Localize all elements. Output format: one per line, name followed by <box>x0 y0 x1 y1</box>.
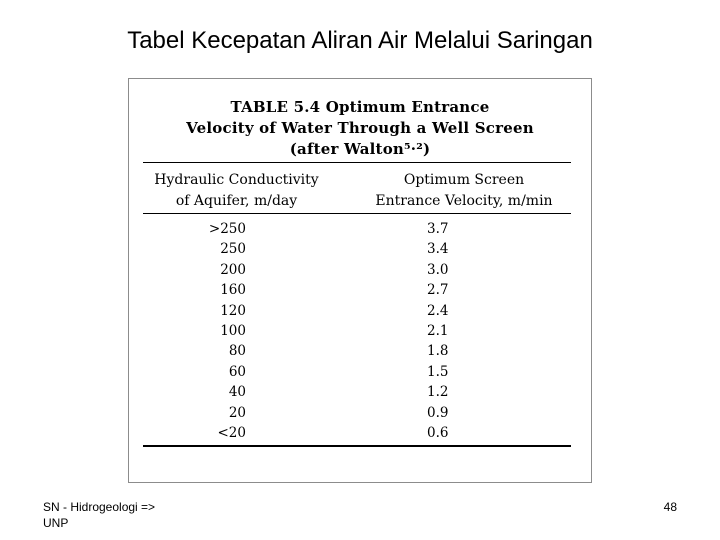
conductivity-cell: 20 <box>228 404 246 421</box>
caption-line-2: Velocity of Water Through a Well Screen <box>186 119 534 137</box>
table-bottom-rule <box>143 445 571 447</box>
conductivity-cell: 160 <box>220 282 246 299</box>
conductivity-cell: 250 <box>220 241 246 258</box>
table-row <box>129 382 591 402</box>
header-hydraulic-conductivity <box>139 170 334 212</box>
header-velocity-line-2: Entrance Velocity, m/min <box>375 193 553 209</box>
velocity-cell: 3.4 <box>427 241 449 258</box>
header-conductivity-line-2: of Aquifer, m/day <box>175 193 298 209</box>
header-rule <box>143 213 571 214</box>
table-top-rule <box>143 162 571 163</box>
table-row <box>129 280 591 300</box>
scanned-table-image <box>128 78 592 483</box>
conductivity-cell: 80 <box>228 343 246 360</box>
caption-line-1: TABLE 5.4 Optimum Entrance <box>230 98 490 116</box>
conductivity-cell: >250 <box>208 221 246 237</box>
velocity-cell: 2.7 <box>427 282 449 299</box>
table-body <box>129 219 591 443</box>
footer-course-label <box>43 499 155 531</box>
conductivity-cell: 100 <box>220 322 246 339</box>
conductivity-cell: <20 <box>217 424 246 441</box>
table-row <box>129 341 591 361</box>
conductivity-cell: 200 <box>220 261 246 278</box>
conductivity-cell: 60 <box>228 363 246 380</box>
table-row <box>129 321 591 341</box>
header-entrance-velocity <box>359 170 569 212</box>
velocity-cell: 2.1 <box>427 322 449 339</box>
table-row <box>129 219 591 239</box>
table-row <box>129 423 591 443</box>
table-caption <box>129 97 591 160</box>
velocity-cell: 1.8 <box>427 343 449 360</box>
velocity-cell: 3.0 <box>427 261 449 278</box>
table-row <box>129 301 591 321</box>
table-row <box>129 239 591 259</box>
velocity-cell: 0.9 <box>427 404 449 421</box>
footer-line-2: UNP <box>43 516 69 530</box>
table-row <box>129 403 591 423</box>
page-number: 48 <box>663 500 677 514</box>
table-row <box>129 260 591 280</box>
velocity-cell: 1.2 <box>427 384 449 401</box>
table-row <box>129 362 591 382</box>
slide-title: Tabel Kecepatan Aliran Air Melalui Saringan <box>127 27 593 54</box>
footer-line-1: SN - Hidrogeologi => <box>43 500 156 514</box>
velocity-cell: 3.7 <box>427 221 449 237</box>
velocity-cell: 2.4 <box>427 302 449 319</box>
conductivity-cell: 120 <box>220 302 246 319</box>
conductivity-cell: 40 <box>228 384 246 401</box>
header-conductivity-line-1: Hydraulic Conductivity <box>154 172 319 188</box>
caption-line-3: (after Walton⁵·²) <box>289 140 431 158</box>
velocity-cell: 1.5 <box>427 363 449 380</box>
velocity-cell: 0.6 <box>427 424 449 441</box>
header-velocity-line-1: Optimum Screen <box>403 172 525 188</box>
